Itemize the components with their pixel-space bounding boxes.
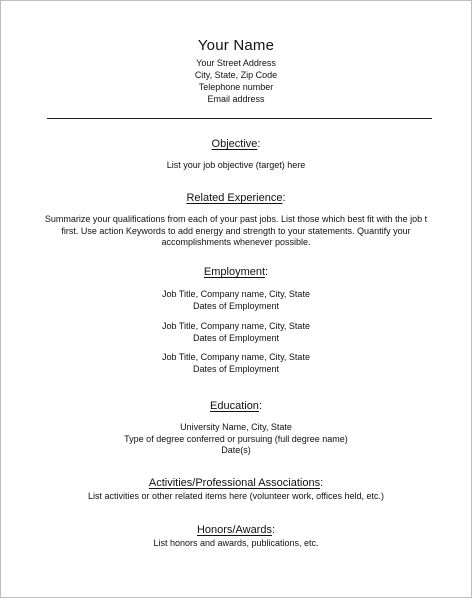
honors-heading [1,524,471,536]
activities-heading-colon: : [320,477,324,489]
experience-heading-colon: : [282,192,286,204]
telephone-number: Telephone number [198,82,274,92]
experience-summary [1,214,471,249]
activities-heading [1,477,471,489]
employment-heading-text: Employment [203,266,266,278]
employment-heading-colon: : [265,266,269,278]
job-dates: Dates of Employment [192,363,280,374]
objective-heading-colon: : [257,138,261,150]
experience-line: Summarize your qualifications from each of your past jobs. List those which best fit with the job t [44,214,428,224]
objective-heading-text: Objective [211,138,258,150]
job-title: Job Title, Company name, City, State [162,352,310,362]
job-entry [1,352,471,375]
experience-heading [1,192,471,204]
education-details [1,422,471,457]
experience-line: first. Use action Keywords to add energy and strength to your statements. Quantify your [61,225,411,236]
employment-heading [1,266,471,278]
experience-heading-text: Related Experience [186,192,283,204]
job-entry [1,321,471,344]
job-title: Job Title, Company name, City, State [162,289,310,299]
activities-text: List activities or other related items here (volunteer work, offices held, etc.) [88,491,384,501]
city-state-zip: City, State, Zip Code [194,70,278,80]
job-entry [1,289,471,312]
university-name: University Name, City, State [180,422,292,432]
street-address: Your Street Address [196,58,276,68]
job-title: Job Title, Company name, City, State [162,321,310,331]
job-dates: Dates of Employment [192,332,280,343]
education-heading-text: Education [210,400,259,412]
activities-heading-text: Activities/Professional Associations [148,477,321,489]
education-heading-colon: : [258,400,262,412]
objective-heading [1,138,471,150]
experience-line: accomplishments whenever possible. [161,237,311,247]
resume-name: Your Name [197,37,275,54]
header-divider [47,118,432,119]
honors-text: List honors and awards, publications, etc. [153,538,319,548]
honors-heading-colon: : [271,524,276,536]
education-heading [1,400,471,412]
job-dates: Dates of Employment [192,300,280,311]
email-address: Email address [207,94,265,104]
contact-block [1,57,471,105]
objective-text: List your job objective (target) here [166,160,306,170]
honors-heading-text: Honors/Awards [196,524,272,536]
education-dates: Date(s) [221,445,251,455]
degree-type: Type of degree conferred or pursuing (full degree name) [124,433,348,444]
